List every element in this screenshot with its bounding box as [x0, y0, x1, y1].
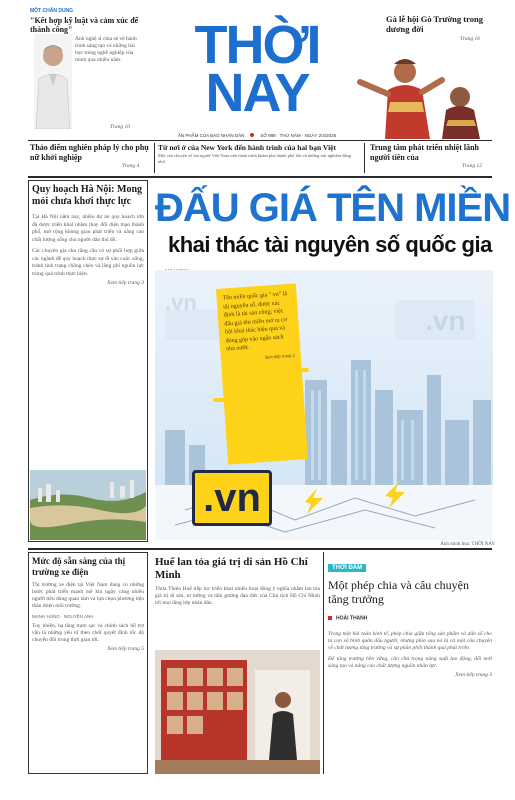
logo-line1: THỜI	[194, 15, 320, 75]
bottom-left-ref: Xem tiếp trang 5	[107, 646, 144, 652]
top-left-title: "Kết hợp kỹ luật và cảm xúc để thành công"	[30, 16, 139, 34]
bottom-right-byline: HOÀI THANH	[336, 615, 368, 622]
logo-line2: NAY	[205, 63, 309, 123]
top-left-feature[interactable]	[30, 8, 140, 133]
svg-text:.vn: .vn	[425, 305, 466, 336]
bottom-divider	[28, 548, 492, 550]
top-left-body: Ảnh nghệ sĩ chia sẻ về hành trình sáng tạo và những bài học trong nghề nghiệp của mình qua nhiều năm.	[75, 36, 137, 63]
teaser-1-ref: Trang 4	[122, 163, 140, 169]
teaser-1-title: Thảo điểm nghiên pháp lý cho phụ nữ khởi nghiệp	[30, 143, 149, 162]
left-story-body1: Tại Hà Nội năm nay, nhiều dự án quy hoạch lớn đã được triển khai nhằm thay đổi diện mạo thành phố, mở rộng không gian phát triển và nâng cao chất lượng sống cho người dân thủ đô.	[32, 214, 144, 243]
thoi-dam-badge: THỜI ĐÀM	[328, 564, 366, 572]
byline-square-icon	[328, 616, 332, 620]
masthead-issue: SỐ 988 · THỨ NĂM · NGÀY 2/4/2026	[260, 133, 337, 138]
top-right-feature[interactable]	[350, 14, 490, 139]
bottom-mid-title: Huế lan tỏa giá trị di sản Hồ Chí Minh	[155, 556, 308, 581]
river-city-photo	[30, 470, 146, 540]
top-right-ref: Trang 16	[460, 36, 481, 42]
hero-headline: ĐẤU GIÁ TÊN MIỀN	[155, 186, 511, 230]
top-left-ref: Trang 10	[110, 124, 131, 130]
top-right-title: Gà lễ hội Gò Trường trong dương đời	[386, 14, 483, 34]
domain-badge	[192, 470, 272, 526]
hero-subhead: khai thác tài nguyên số quốc gia	[168, 232, 492, 257]
hero-callout-ref: Xem tiếp trang 2	[264, 352, 295, 360]
hero-callout[interactable]	[216, 283, 308, 464]
teaser-2[interactable]	[158, 143, 358, 173]
teaser-2-body: Một câu chuyện về hai người Việt Nam trên hành trình khám phá thành phố lớn và những trải nghiệm đáng nhớ.	[158, 153, 351, 164]
portrait-photo	[34, 34, 72, 129]
left-story-title: Quy hoạch Hà Nội: Mong mỏi chưa khơi thực lực	[32, 184, 143, 207]
bottom-left-body: Thị trường xe điện tại Việt Nam đang có những bước phát triển mạnh mẽ khi ngày càng nhiều người tiêu dùng quan tâm và lựa chọn phương tiện thân thiện môi trường.	[32, 582, 144, 609]
top-left-kicker: MỘT CHÂN DUNG	[30, 8, 74, 14]
teaser-divider	[28, 176, 492, 178]
bottom-mid-body: Thừa Thiên Huế tiếp tục triển khai nhiều hoạt động ý nghĩa nhằm lan tỏa giá trị di sản, tư tưởng và tấm gương đạo đức của Chủ tịch Hồ Chí Minh tới mọi tầng lớp nhân dân.	[155, 586, 320, 606]
teaser-3-title: Trung tâm phát triển nhiệt lãnh người tiên của	[370, 143, 479, 162]
bottom-left-body2: Tuy nhiên, hạ tầng trạm sạc và chính sách hỗ trợ vẫn là những yếu tố then chốt quyết định tốc độ chuyển đổi trong thời gian tới.	[32, 623, 144, 643]
exhibition-photo	[155, 650, 320, 774]
hero-caption: Ảnh minh họa: THỜI NAY	[440, 542, 495, 547]
masthead	[162, 15, 352, 138]
bottom-mid-story[interactable]	[155, 556, 320, 607]
top-divider	[28, 140, 492, 141]
teaser-3[interactable]	[370, 143, 490, 173]
bottom-right-body2: Để tăng trưởng bền vững, cần chú trọng năng suất lao động, đổi mới sáng tạo và nâng cao chất lượng nguồn nhân lực.	[328, 656, 492, 669]
teaser-1[interactable]	[30, 143, 152, 173]
svg-text:.vn: .vn	[165, 290, 197, 315]
masthead-tagline: ẤN PHẨM CỦA BÁO NHÂN DÂN	[177, 133, 245, 138]
left-story-body2: Các chuyên gia cho rằng cần có sự phối hợp giữa các ngành để quy hoạch thực sự đi vào cuộc sống, tránh tình trạng chồng chéo và lãng phí nguồn lực trong quá trình thực hiện.	[32, 248, 144, 277]
hero-callout-text: Tên miền quốc gia ".vn" là tài nguyên số, được xác định là tài sản công; việc đấu giá tên miền mở ra cơ hội khai thác hiệu quả và đóng góp vào ngân sách nhà nước.	[222, 291, 288, 353]
festival-photo	[350, 42, 490, 139]
left-story[interactable]	[32, 184, 144, 287]
bottom-right-ref: Xem tiếp trang 3	[455, 672, 492, 678]
domain-badge-text: .vn	[203, 476, 261, 520]
bottom-left-story[interactable]	[32, 556, 144, 653]
bottom-left-quote: MẠNH HÙNG · NGUYỄN ANH	[32, 614, 94, 619]
teaser-2-title: Từ nơi ở của New York đến hành trình của hai bạn Việt	[158, 143, 336, 152]
bottom-left-title: Mức độ sẵn sàng của thị trường xe điện	[32, 556, 126, 577]
left-story-ref: Xem tiếp trang 3	[107, 280, 144, 286]
teaser-3-ref: Trang 12	[462, 163, 483, 169]
red-dot-icon	[250, 133, 254, 137]
bottom-right-story[interactable]	[328, 556, 492, 679]
bottom-right-body: Trong một bài toán kinh tế, phép chia giữa tổng sản phẩm và dân số cho ta con số bình quân đầu người, nhưng phía sau nó là cả một câu chuyện về chất lượng tăng trưởng và sự phân phối thành quả phát triển.	[328, 631, 492, 651]
bottom-right-title: Một phép chia và câu chuyện tăng trưởng	[328, 578, 469, 606]
